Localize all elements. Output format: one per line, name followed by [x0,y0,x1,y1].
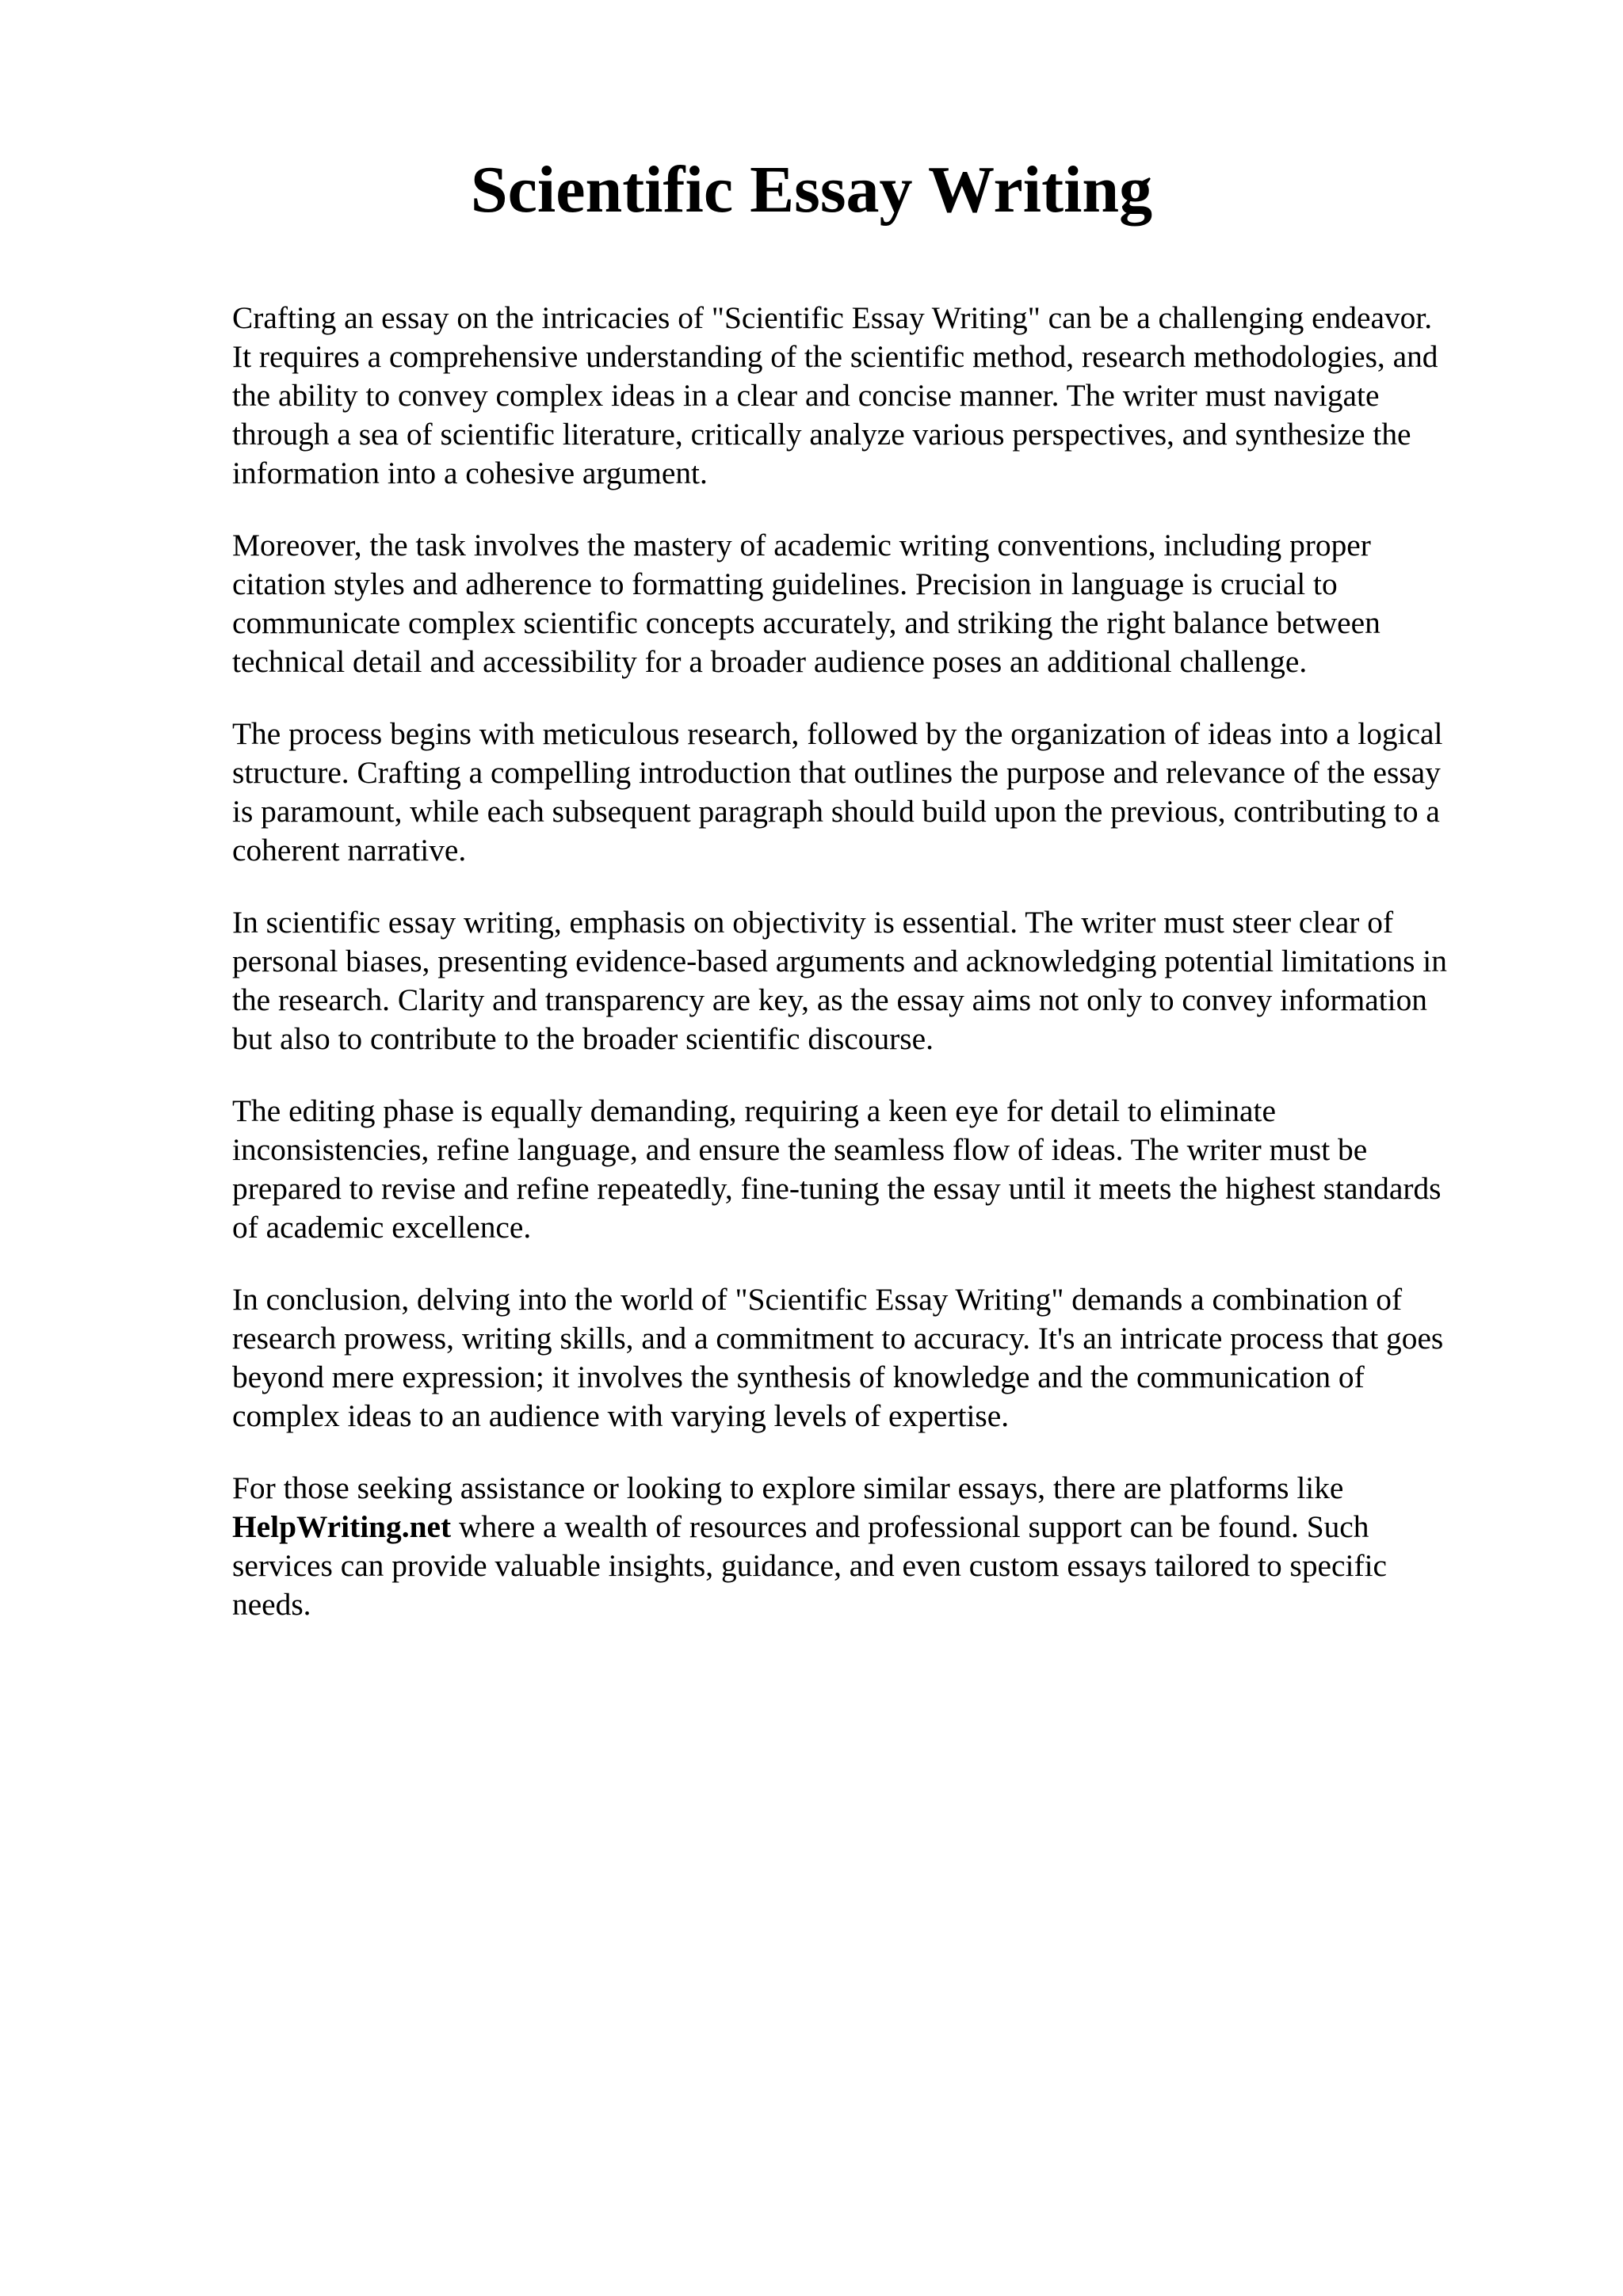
paragraph-line: It requires a comprehensive understanding of the scientific method, research methodologies, and [232,339,1438,374]
paragraph-line-rest: where a wealth of resources and professional support can be found. Such [451,1509,1369,1544]
paragraph-line: technical detail and accessibility for a broader audience poses an additional challenge. [232,644,1308,679]
paragraph-line: inconsistencies, refine language, and ensure the seamless flow of ideas. The writer must be [232,1132,1368,1167]
paragraph-line: Moreover, the task involves the mastery of academic writing conventions, including proper [232,528,1371,563]
paragraph-6 [232,1280,1532,1436]
paragraph-line: research prowess, writing skills, and a commitment to accuracy. It's an intricate process that goes [232,1321,1444,1356]
paragraph-line: services can provide valuable insights, guidance, and even custom essays tailored to specific [232,1548,1387,1583]
paragraph-line: coherent narrative. [232,833,467,868]
paragraph-line: personal biases, presenting evidence-based arguments and acknowledging potential limitations in [232,944,1447,978]
paragraph-line: The process begins with meticulous research, followed by the organization of ideas into a logical [232,716,1443,751]
paragraph-line: prepared to revise and refine repeatedly, fine-tuning the essay until it meets the highest standards [232,1171,1442,1206]
paragraph-line: In conclusion, delving into the world of "Scientific Essay Writing" demands a combination of [232,1282,1403,1317]
paragraph-line: complex ideas to an audience with varying levels of expertise. [232,1398,1010,1433]
paragraph-2 [232,526,1532,681]
paragraph-line-with-link [232,1508,1532,1547]
essay-body [232,299,1532,1657]
paragraph-line: Crafting an essay on the intricacies of "Scientific Essay Writing" can be a challenging endeavor. [232,300,1433,335]
paragraph-line: of academic excellence. [232,1210,532,1245]
paragraph-line: the ability to convey complex ideas in a clear and concise manner. The writer must navigate [232,378,1380,413]
paragraph-line: needs. [232,1587,311,1622]
paragraph-line: the research. Clarity and transparency are key, as the essay aims not only to convey information [232,982,1427,1017]
paragraph-4 [232,903,1532,1058]
paragraph-5 [232,1092,1532,1247]
paragraph-1 [232,299,1532,493]
paragraph-line: For those seeking assistance or looking to explore similar essays, there are platforms like [232,1470,1344,1505]
paragraph-line: beyond mere expression; it involves the synthesis of knowledge and the communication of [232,1360,1365,1394]
paragraph-line: structure. Crafting a compelling introduction that outlines the purpose and relevance of the essay [232,755,1441,790]
paragraph-line: through a sea of scientific literature, critically analyze various perspectives, and synthesize the [232,417,1411,452]
paragraph-3 [232,715,1532,870]
paragraph-line: citation styles and adherence to formatting guidelines. Precision in language is crucial to [232,566,1338,601]
paragraph-line: communicate complex scientific concepts accurately, and striking the right balance between [232,605,1381,640]
helpwriting-link[interactable]: HelpWriting.net [232,1509,452,1544]
closing-paragraph [232,1469,1532,1624]
paragraph-line: information into a cohesive argument. [232,456,708,490]
paragraph-line: but also to contribute to the broader scientific discourse. [232,1021,934,1056]
paragraph-line: In scientific essay writing, emphasis on objectivity is essential. The writer must steer clear of [232,905,1394,940]
page-title: Scientific Essay Writing [470,153,1153,227]
paragraph-line: is paramount, while each subsequent paragraph should build upon the previous, contributing to a [232,794,1440,829]
paragraph-line: The editing phase is equally demanding, requiring a keen eye for detail to eliminate [232,1093,1276,1128]
